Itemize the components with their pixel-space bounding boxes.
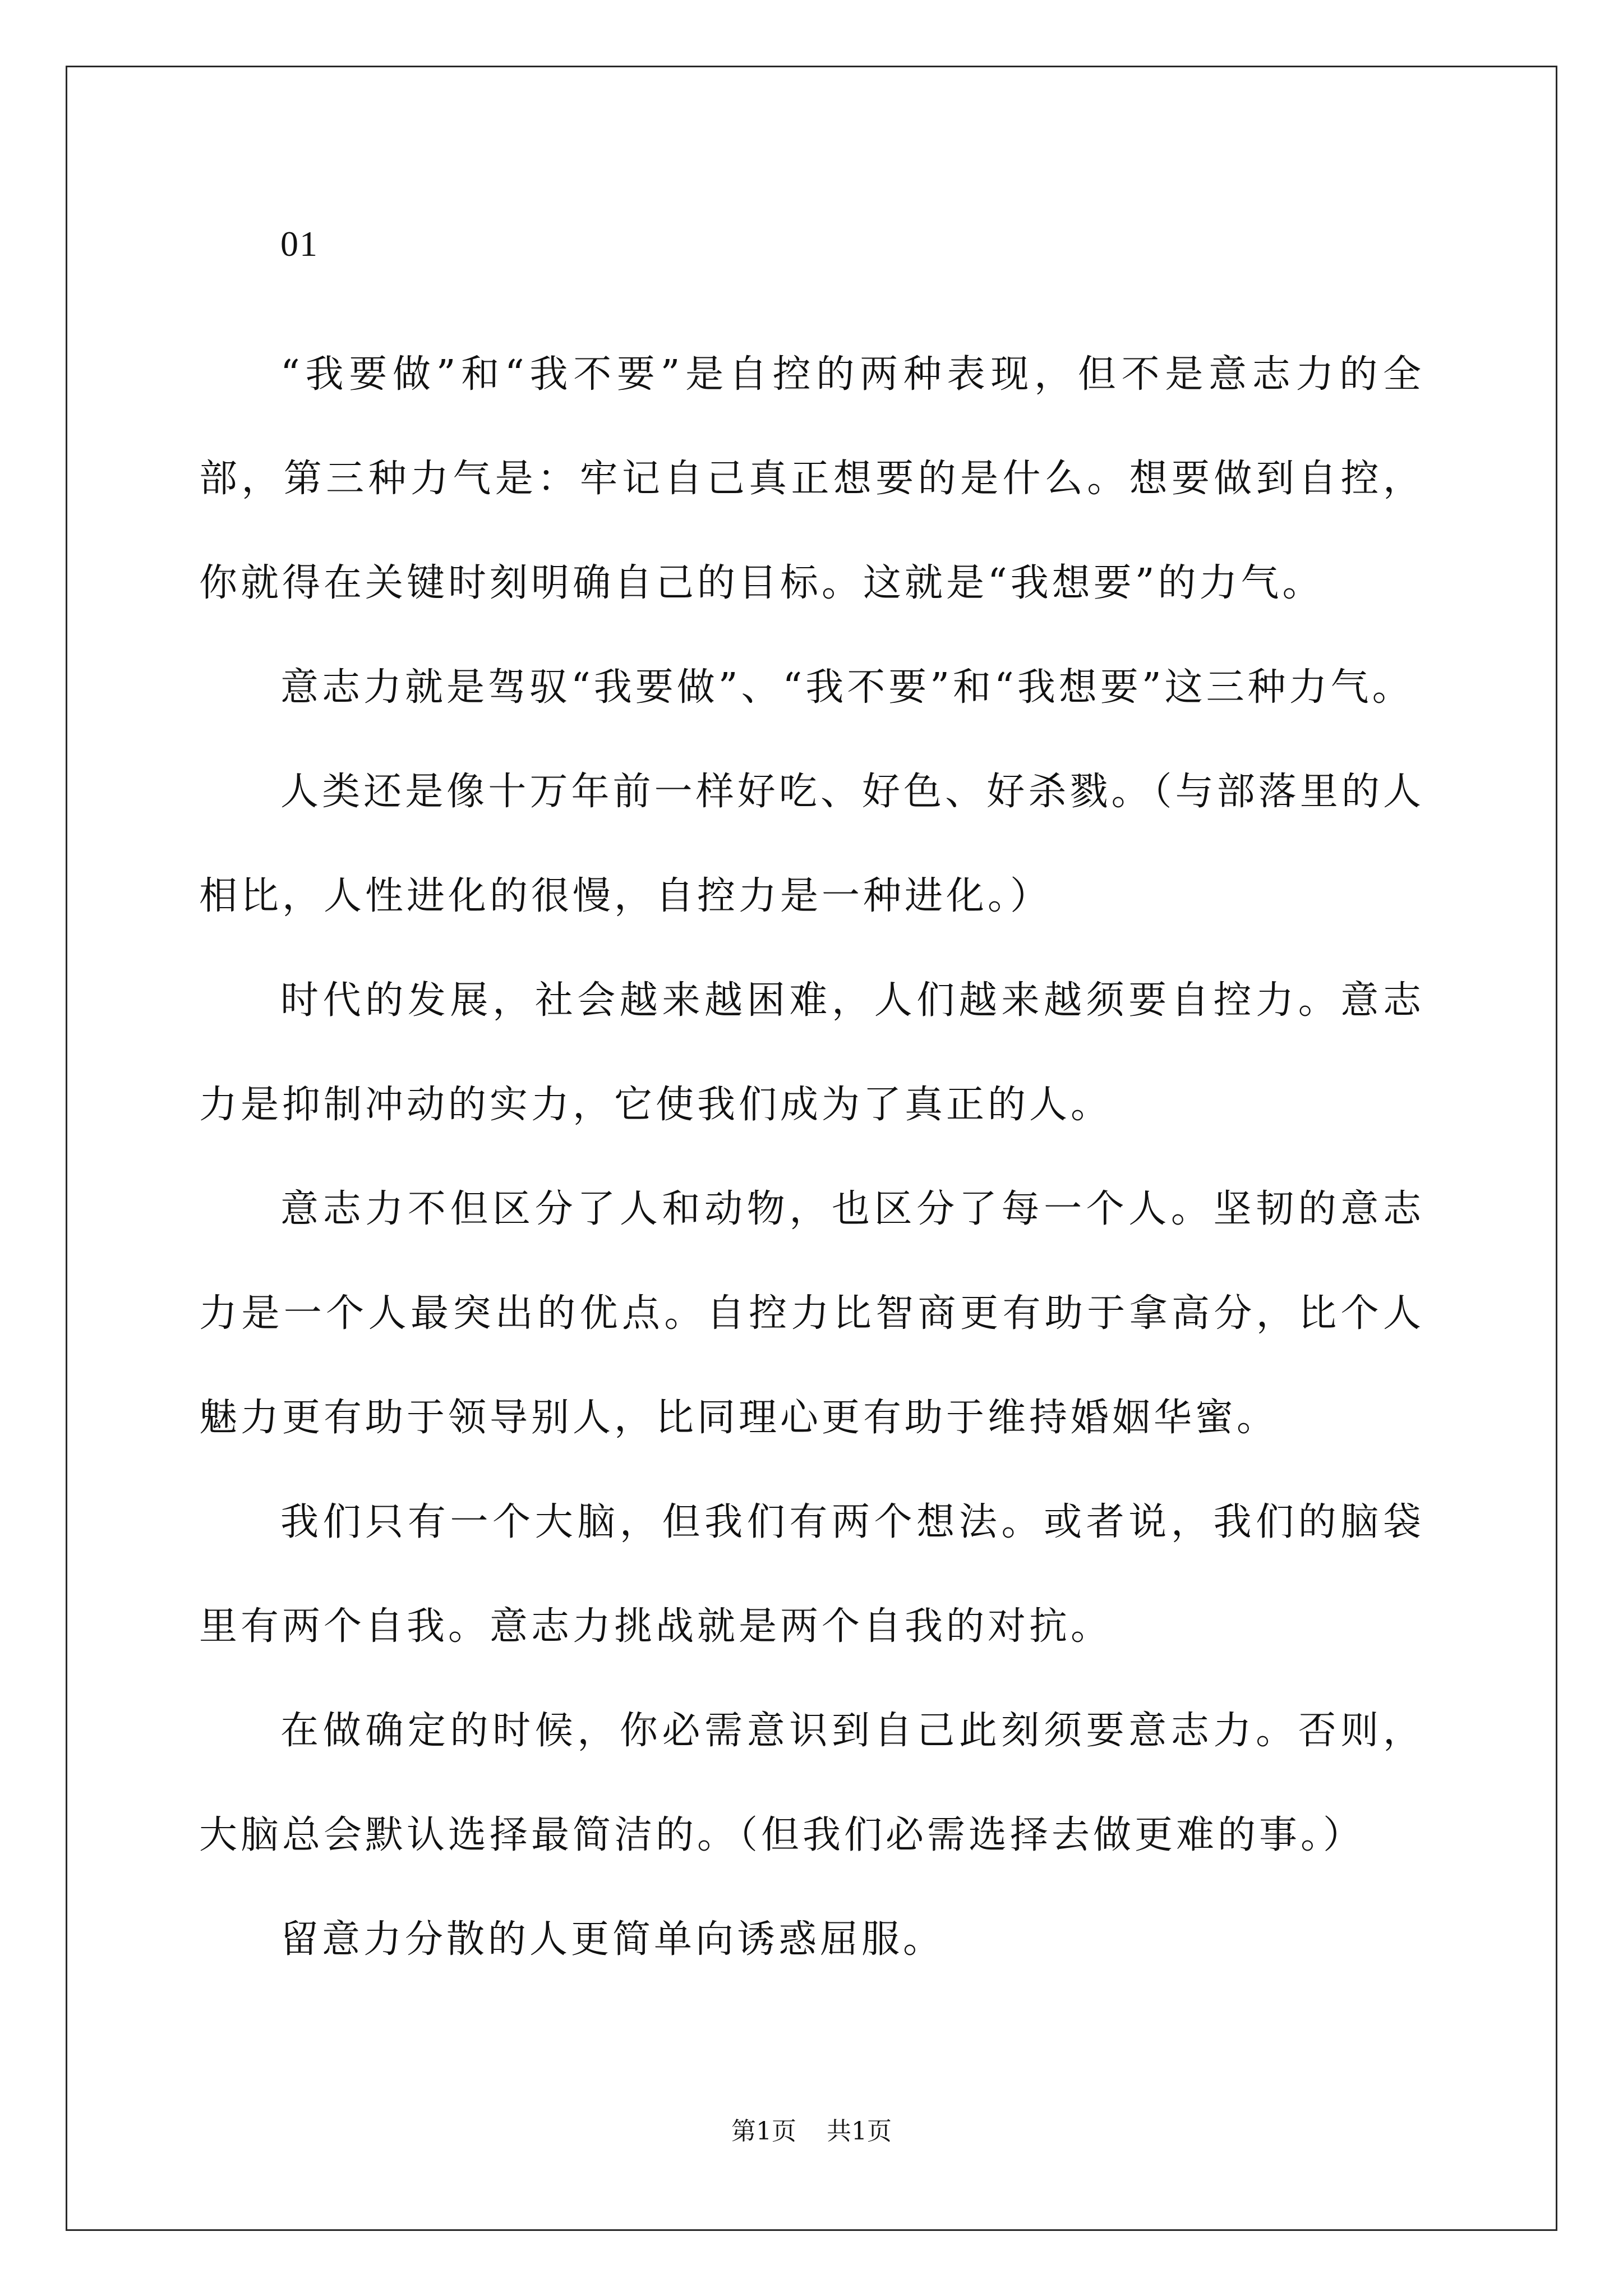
page-number-current: 第1页 [731,2117,796,2146]
paragraph-3: 人类还是像十万年前一样好吃、好色、好杀戮。（与部落里的人相比，人性进化的很慢，自控力是一种进化。） [199,770,1424,918]
section-heading: 01 [280,224,319,264]
paragraph-4: 时代的发展，社会越来越困难，人们越来越须要自控力。意志力是抑制冲动的实力，它使我们成为了真正的人。 [199,978,1424,1127]
paragraph-7: 在做确定的时候，你必需意识到自己此刻须要意志力。否则，大脑总会默认选择最简洁的。（但我们必需选择去做更难的事。） [199,1709,1424,1857]
paragraph-8: 留意力分散的人更简单向诱惑屈服。 [280,1917,945,1962]
paragraph-5: 意志力不但区分了人和动物，也区分了每一个人。坚韧的意志力是一个人最突出的优点。自控力比智商更有助于拿高分，比个人魅力更有助于领导别人，比同理心更有助于维持婚姻华蜜。 [199,1187,1424,1440]
page-footer [0,2115,1623,2148]
paragraph-6: 我们只有一个大脑，但我们有两个想法。或者说，我们的脑袋里有两个自我。意志力挑战就是两个自我的对抗。 [199,1500,1424,1649]
paragraph-2: 意志力就是驾驭“我要做”、“我不要”和“我想要”这三种力气。 [280,665,1414,710]
document-body [199,219,1424,1992]
page-number-total: 共1页 [827,2117,892,2146]
paragraph-1: “我要做”和“我不要”是自控的两种表现，但不是意志力的全部，第三种力气是：牢记自己真正想要的是什么。想要做到自控，你就得在关键时刻明确自己的目标。这就是“我想要”的力气。 [199,352,1424,605]
